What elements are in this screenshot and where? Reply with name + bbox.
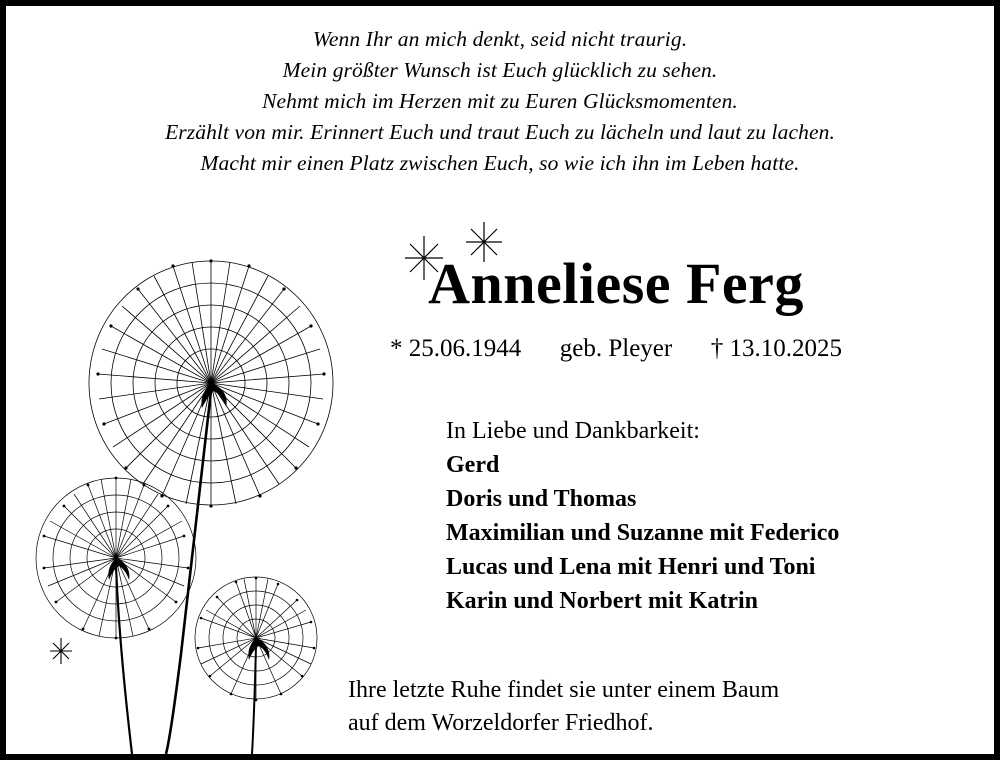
family-member: Gerd: [446, 452, 500, 478]
poem-line-2: Mein größter Wunsch ist Euch glücklich zu sehen.: [282, 58, 718, 82]
burial-note: [348, 674, 988, 740]
family-member: Doris und Thomas: [446, 486, 637, 512]
poem-line-1: Wenn Ihr an mich denkt, seid nicht traurig.: [312, 27, 688, 51]
family-member: Karin und Norbert mit Katrin: [446, 588, 758, 614]
family-member: Lucas und Lena mit Henri und Toni: [446, 554, 816, 580]
family-intro: In Liebe und Dankbarkeit:: [446, 418, 700, 444]
card-inner: [6, 6, 994, 754]
birth-date: * 25.06.1944: [390, 335, 522, 362]
burial-note-line-1: Ihre letzte Ruhe findet sie unter einem Baum: [348, 677, 780, 703]
family-block: [446, 414, 986, 618]
maiden-name: geb. Pleyer: [559, 335, 673, 362]
family-member: Maximilian und Suzanne mit Federico: [446, 520, 840, 546]
page-title: Anneliese Ferg: [428, 251, 804, 316]
poem-line-3: Nehmt mich im Herzen mit zu Euren Glücksmomenten.: [262, 89, 738, 113]
burial-note-line-2: auf dem Worzeldorfer Friedhof.: [348, 710, 654, 736]
death-date: † 13.10.2025: [710, 335, 842, 362]
poem-block: [6, 24, 994, 179]
poem-line-5: Macht mir einen Platz zwischen Euch, so wie ich ihn im Leben hatte.: [200, 151, 800, 175]
life-dates: [336, 334, 896, 364]
dandelion-illustration: [6, 186, 366, 754]
poem-line-4: Erzählt von mir. Erinnert Euch und traut Euch zu lächeln und laut zu lachen.: [165, 120, 835, 144]
